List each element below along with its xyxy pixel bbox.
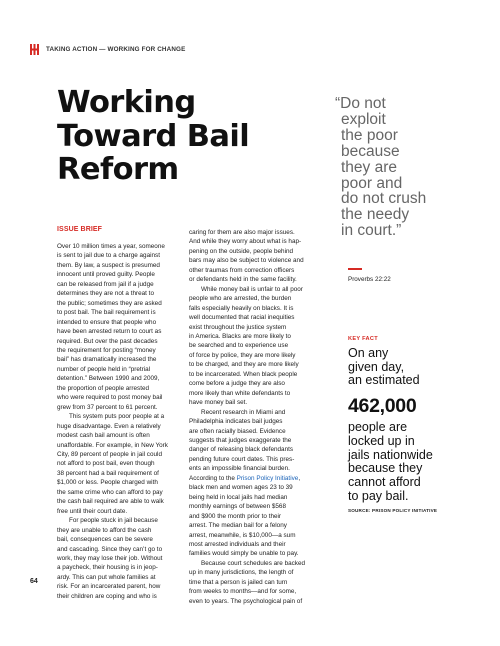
quote-line: because <box>341 142 400 160</box>
body-line: detention.” Between 1990 and 2009, <box>57 375 160 383</box>
body-column-1 <box>57 242 179 601</box>
body-line: suggests that judges exaggerate the <box>189 436 292 444</box>
body-line: they are unable to afford the cash <box>57 526 152 534</box>
quote-line: “Do not <box>335 95 386 112</box>
body-line: risk. For an incarcerated parent, how <box>57 583 161 591</box>
body-line: who were required to post money bail <box>57 394 163 402</box>
body-line: ents an impossible financial burden. <box>189 465 290 473</box>
body-line: determines they are not a threat to <box>57 290 154 298</box>
body-line: And while they worry about what is hap- <box>189 238 302 246</box>
fact-line: to pay bail. <box>348 488 409 503</box>
quote-source: Proverbs 22:22 <box>348 276 391 283</box>
fact-line: people are <box>348 420 408 435</box>
issue-brief-label: ISSUE BRIEF <box>57 226 103 233</box>
body-line: other traumas from correction officers <box>189 266 295 274</box>
body-line: For people stuck in jail because <box>69 517 158 525</box>
quote-line: the needy <box>341 206 410 224</box>
key-fact <box>348 347 478 503</box>
body-line: exist throughout the justice system <box>189 323 287 331</box>
title-line: Working <box>57 85 196 120</box>
body-line: While money bail is unfair to all poor <box>201 285 303 293</box>
title-line: Toward Bail <box>57 118 250 154</box>
body-line: free until their court date. <box>57 507 128 515</box>
prison-policy-initiative-link[interactable]: Prison Policy Initiative <box>236 474 299 482</box>
body-line: families would simply be unable to pay. <box>189 550 299 558</box>
pull-quote <box>335 95 471 240</box>
body-line: even to years. The psychological pain of <box>189 597 303 605</box>
body-line: Over 10 million times a year, someone <box>57 243 165 250</box>
body-line: their children are coping and who is <box>57 592 157 600</box>
fact-number: 462,000 <box>348 395 417 418</box>
body-line: being held in local jails had median <box>189 493 288 501</box>
fact-line: jails nationwide <box>348 447 433 462</box>
body-line: bail” has dramatically increased the <box>57 356 157 364</box>
body-line: innocent until proved guilty. People <box>57 271 155 279</box>
body-line: work, they may lose their job. Without <box>57 554 163 562</box>
body-line: are often racially biased. Evidence <box>189 427 286 435</box>
body-line: 38 percent had a bail requirement of <box>57 469 159 477</box>
section-label: TAKING ACTION — WORKING FOR CHANGE <box>46 46 186 53</box>
body-line: a paycheck, their housing is in jeop- <box>57 564 158 572</box>
body-line: have been arrested return to court as <box>57 328 162 336</box>
body-line: the cash bail required are able to walk <box>57 498 164 506</box>
quote-line: in court.” <box>341 222 402 240</box>
three-bars-logo-icon <box>30 44 39 55</box>
body-line: $1,000 or less. People charged with <box>57 479 158 487</box>
body-line: huge disadvantage. Even a relatively <box>57 422 161 430</box>
body-line: pening on the outside, people behind <box>189 247 294 255</box>
body-line: modest cash bail amount is often <box>57 432 150 440</box>
body-line: and cascading. Since they can’t go to <box>57 545 163 553</box>
quote-line: poor and <box>341 174 403 192</box>
body-line: monthly earnings of between $568 <box>189 503 286 511</box>
body-line: them. By law, a suspect is presumed <box>57 261 160 269</box>
body-line: Philadelphia indicates bail judges <box>189 418 283 426</box>
body-line: to post bail. The bail requirement is <box>57 309 156 317</box>
fact-line: On any <box>348 346 389 360</box>
body-line: or defendants held in the same facility. <box>189 276 297 284</box>
body-line: number of people held in “pretrial <box>57 365 151 373</box>
body-line: the proportion of people arrested <box>57 384 150 392</box>
body-text: , <box>298 474 301 482</box>
body-line: be searched and to experience use <box>189 342 289 350</box>
title-line: Reform <box>57 152 179 187</box>
body-line: the public; sometimes they are asked <box>57 299 162 307</box>
quote-line: exploit <box>341 110 386 128</box>
quote-divider <box>348 268 362 270</box>
fact-line: an estimated <box>348 373 420 388</box>
key-fact-source: SOURCE: PRISON POLICY INITIATIVE <box>348 508 438 513</box>
body-line: Recent research in Miami and <box>201 408 286 416</box>
fact-line: locked up in <box>348 433 415 448</box>
body-line: people who are arrested, the burden <box>189 295 292 303</box>
body-line: more likely than white defendants to <box>189 389 291 397</box>
body-line: the same crime who can afford to pay <box>57 488 163 496</box>
body-line: is sent to jail due to a charge against <box>57 252 160 260</box>
body-line: up in many jurisdictions, the length of <box>189 569 294 577</box>
body-line: intended to ensure that people who <box>57 318 157 326</box>
fact-line: cannot afford <box>348 474 421 489</box>
body-line: required. But over the past decades <box>57 337 158 345</box>
body-text: According to the <box>189 474 237 482</box>
body-line: of force by police, they are more likely <box>189 351 296 359</box>
body-line: not afford to post bail, even though <box>57 460 155 468</box>
body-line: to be incarcerated. When black people <box>189 370 298 378</box>
quote-line: do not crush <box>341 190 427 208</box>
body-line: time that a person is jailed can turn <box>189 578 288 586</box>
article-title <box>57 86 317 187</box>
body-line: in America. Blacks are more likely to <box>189 332 291 340</box>
body-line: danger of releasing black defendants <box>189 446 294 454</box>
body-line: arrest. The median bail for a felony <box>189 522 287 530</box>
body-line: grew from 37 percent to 61 percent. <box>57 403 158 411</box>
body-line: from weeks to months—and for some, <box>189 588 297 596</box>
body-line: falls especially heavily on blacks. It is <box>189 304 294 312</box>
key-fact-label: KEY FACT <box>348 336 378 342</box>
body-line: arrest, meanwhile, is $10,000—a sum <box>189 531 296 539</box>
body-line: have money bail set. <box>189 399 248 407</box>
body-line: to be charged, and they are more likely <box>189 361 299 369</box>
fact-line: because they <box>348 461 423 476</box>
body-line: caring for them are also major issues. <box>189 229 295 236</box>
quote-line: the poor <box>341 126 398 144</box>
body-line: ardy. This can put whole families at <box>57 573 156 581</box>
body-line: pending future court dates. This pres- <box>189 455 295 463</box>
body-line: City, 89 percent of people in jail could <box>57 450 162 458</box>
body-line: bail, consequences can be severe <box>57 536 153 544</box>
body-line: can be released from jail if a judge <box>57 280 154 288</box>
body-line <box>189 474 311 483</box>
page-number: 64 <box>30 578 38 585</box>
body-line: black men and women ages 23 to 39 <box>189 484 293 492</box>
body-line: well documented that racial inequities <box>189 314 295 322</box>
body-line: unaffordable. For example, in New York <box>57 441 168 449</box>
body-line: the requirement for posting “money <box>57 346 156 354</box>
body-line: most arrested individuals and their <box>189 540 286 548</box>
body-line: Because court schedules are backed <box>201 559 306 567</box>
body-line: come before a judge they are also <box>189 380 285 388</box>
quote-line: they are <box>341 158 398 176</box>
body-line: and $900 the month prior to their <box>189 512 282 520</box>
fact-line: given day, <box>348 359 405 374</box>
body-column-2 <box>189 228 311 606</box>
body-line: This system puts poor people at a <box>69 413 165 421</box>
body-line: bars may also be subject to violence and <box>189 257 304 265</box>
